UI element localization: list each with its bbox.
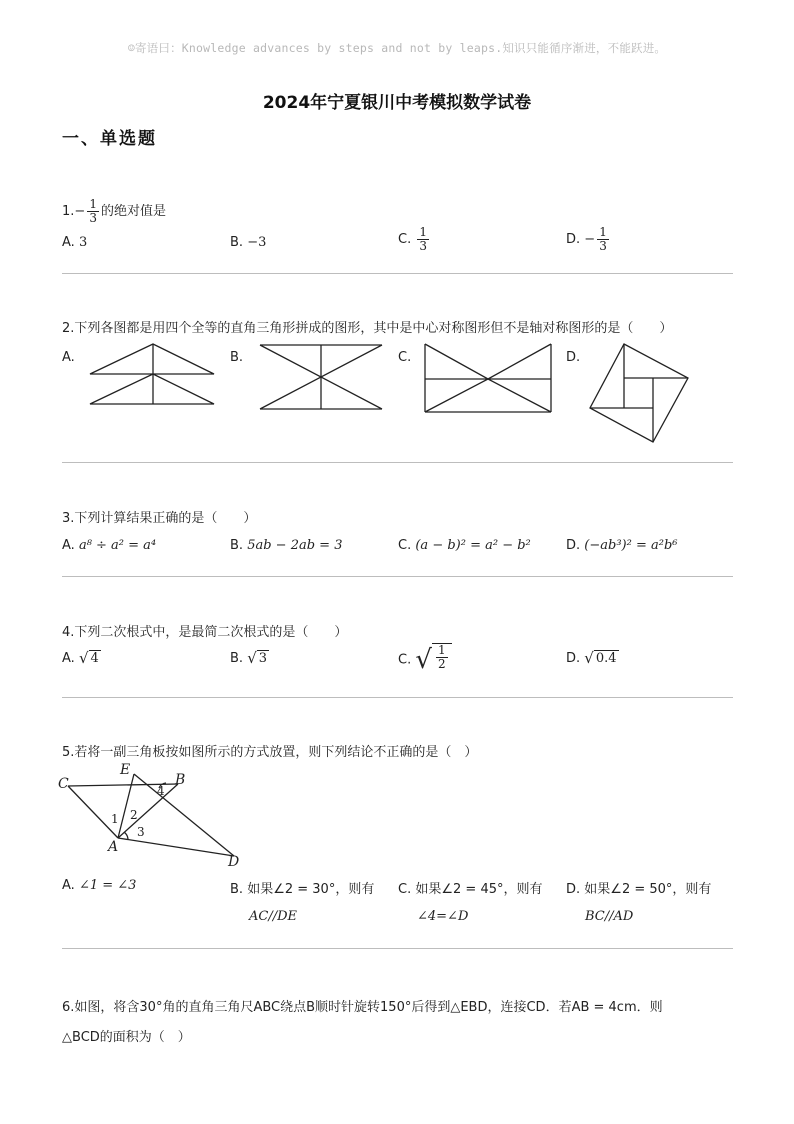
q1-option-d[interactable]: D. − $\frac{1}{3}$: [566, 225, 607, 253]
q5-option-b[interactable]: B. 如果∠2 = 30°，则有 AC//DE: [230, 882, 375, 924]
point-b-label: B: [175, 772, 186, 788]
point-a-label: A: [108, 839, 119, 855]
q4-option-a[interactable]: A. √ 4: [62, 649, 99, 667]
q2-option-b-label[interactable]: B.: [230, 350, 244, 365]
question-6-line-1: 6.如图，将含30°角的直角三角尺ABC绕点B顺时针旋转150°后得到△EBD，连接CD．若AB = 4cm．则: [62, 1000, 663, 1015]
q4-option-b[interactable]: B. √ 3: [230, 649, 268, 667]
q5-option-a[interactable]: A. ∠1 = ∠3: [62, 878, 137, 893]
question-4: 4.下列二次根式中，是最简二次根式的是（ ）: [62, 625, 348, 640]
q3-option-b[interactable]: B. 5ab − 2ab = 3: [230, 538, 343, 553]
question-3: 3.下列计算结果正确的是（ ）: [62, 511, 257, 526]
q3-option-d[interactable]: D. (−ab³)² = a²b⁶: [566, 538, 678, 553]
q4-option-c[interactable]: C. √ $\frac{1}{2}$: [398, 643, 452, 677]
question-5: 5.若将一副三角板按如图所示的方式放置，则下列结论不正确的是（ ）: [62, 745, 478, 760]
q1-option-c[interactable]: C. $\frac{1}{3}$: [398, 225, 427, 253]
page-title: 2024年宁夏银川中考模拟数学试卷: [262, 93, 532, 113]
q1-option-b[interactable]: B. −3: [230, 235, 267, 250]
divider: [62, 462, 733, 463]
question-1: [62, 198, 166, 225]
q5-figure-triangles: [58, 760, 248, 870]
angle-4-label: 4: [157, 784, 165, 798]
fraction: $\frac{1}{3}$: [89, 197, 97, 225]
q2-figure-d: [586, 342, 692, 444]
question-6-line-2: △BCD的面积为（ ）: [62, 1030, 191, 1045]
angle-1-label: 1: [111, 812, 119, 826]
q3-option-a[interactable]: A. a⁸ ÷ a² = a⁴: [62, 538, 157, 553]
divider: [62, 948, 733, 949]
q3-option-c[interactable]: C. (a − b)² = a² − b²: [398, 538, 531, 553]
q5-option-c[interactable]: C. 如果∠2 = 45°，则有 ∠4=∠D: [398, 882, 543, 924]
angle-3-label: 3: [137, 825, 145, 839]
divider: [62, 273, 733, 274]
q2-option-a-label[interactable]: A.: [62, 350, 75, 365]
q1-option-a[interactable]: A. 3: [62, 235, 88, 250]
question-6: [62, 993, 732, 1053]
q2-option-c-label[interactable]: C.: [398, 350, 412, 365]
angle-2-label: 2: [130, 808, 138, 822]
q5-option-d[interactable]: D. 如果∠2 = 50°，则有 BC//AD: [566, 882, 712, 924]
divider: [62, 576, 733, 577]
point-d-label: D: [228, 854, 240, 870]
q2-option-d-label[interactable]: D.: [566, 350, 581, 365]
question-2: 2.下列各图都是用四个全等的直角三角形拼成的图形，其中是中心对称图形但不是轴对称图形的是（ ）: [62, 321, 673, 336]
section-heading: 一、单选题: [62, 129, 157, 149]
point-c-label: C: [58, 776, 69, 792]
question-stem: 的绝对值是: [100, 204, 166, 219]
divider: [62, 697, 733, 698]
question-number: 1.: [62, 204, 75, 219]
minus-sign: −: [74, 204, 86, 219]
q2-figure-b: [258, 343, 384, 411]
q2-figure-a: [86, 342, 218, 408]
q4-option-d[interactable]: D. √ 0.4: [566, 649, 617, 667]
point-e-label: E: [120, 762, 131, 778]
q2-figure-c: [422, 342, 554, 414]
watermark: ☺寄语曰：Knowledge advances by steps and not by leaps.知识只能循序渐进，不能跃进。: [127, 41, 667, 55]
